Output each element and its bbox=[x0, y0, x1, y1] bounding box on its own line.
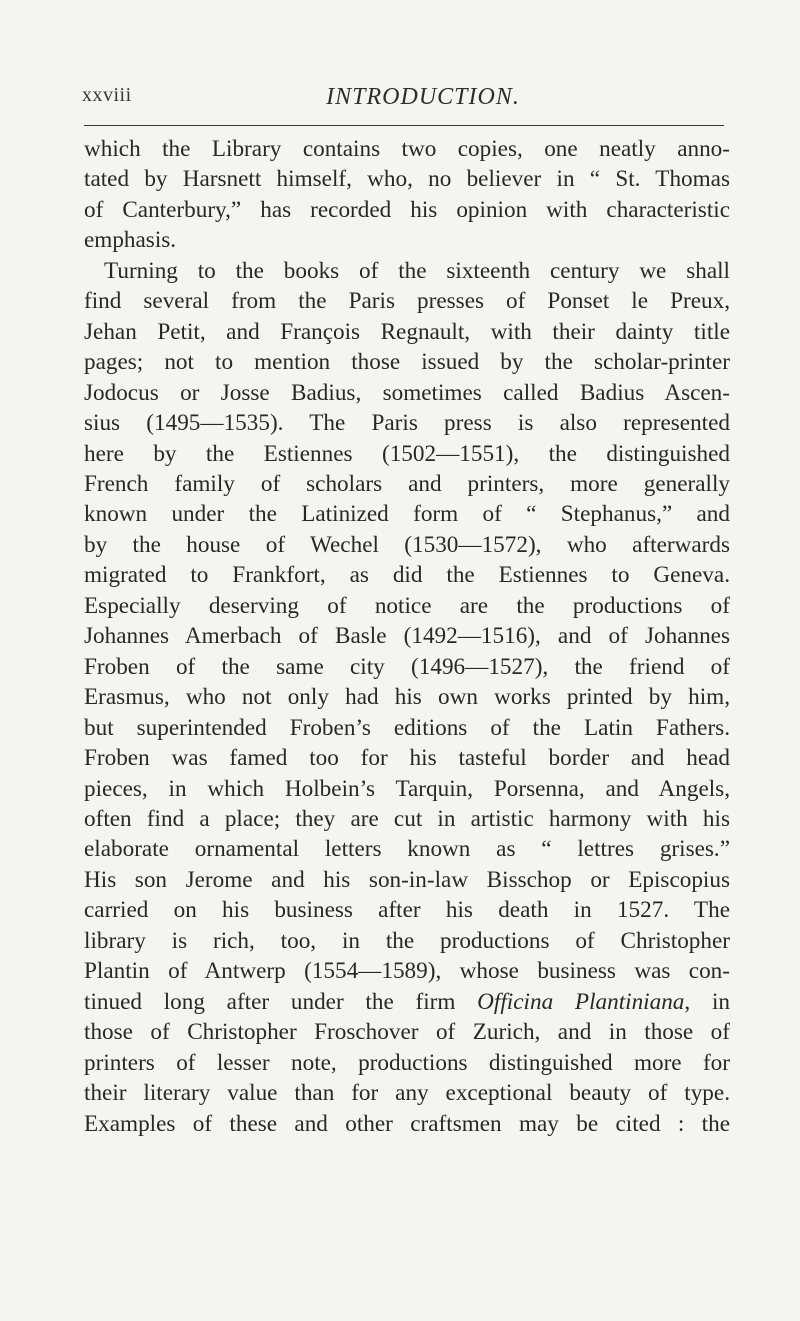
text-segment: , in bbox=[684, 988, 730, 1015]
text-line: known under the Latinized form of “ Stephanus,” and bbox=[84, 501, 730, 528]
body-text bbox=[84, 134, 730, 1139]
text-line: which the Library contains two copies, one neatly anno- bbox=[84, 136, 730, 162]
text-line-with-italic bbox=[84, 987, 730, 1017]
text-line: library is rich, too, in the productions of Christopher bbox=[84, 927, 730, 954]
text-line: Froben of the same city (1496—1527), the friend of bbox=[84, 653, 730, 680]
text-line: Jehan Petit, and François Regnault, with their dainty title bbox=[84, 318, 730, 345]
text-line: Erasmus, who not only had his own works printed by him, bbox=[84, 684, 730, 711]
text-line: of Canterbury,” has recorded his opinion with characteristic bbox=[84, 196, 730, 223]
text-line: French family of scholars and printers, more generally bbox=[84, 470, 730, 497]
text-line: Johannes Amerbach of Basle (1492—1516), and of Johannes bbox=[84, 623, 730, 650]
text-line: those of Christopher Froschover of Zurich, and in those of bbox=[84, 1019, 730, 1046]
text-line: here by the Estiennes (1502—1551), the distinguished bbox=[84, 440, 730, 467]
text-line: carried on his business after his death in 1527. The bbox=[84, 897, 730, 924]
text-line: sius (1495—1535). The Paris press is also represented bbox=[84, 410, 730, 437]
page-number: xxviii bbox=[82, 84, 132, 106]
text-line: find several from the Paris presses of Ponset le Preux, bbox=[84, 288, 730, 315]
text-line: Jodocus or Josse Badius, sometimes called Badius Ascen- bbox=[84, 379, 730, 406]
running-head: INTRODUCTION. bbox=[326, 84, 520, 110]
text-line: by the house of Wechel (1530—1572), who afterwards bbox=[84, 531, 730, 558]
text-line: but superintended Froben’s editions of the Latin Fathers. bbox=[84, 714, 730, 741]
text-line: Examples of these and other craftsmen may be cited : the bbox=[84, 1110, 730, 1137]
text-line: His son Jerome and his son-in-law Bisschop or Episcopius bbox=[84, 866, 730, 893]
text-line: printers of lesser note, productions distinguished more for bbox=[84, 1049, 730, 1076]
text-line: Froben was famed too for his tasteful border and head bbox=[84, 745, 730, 772]
text-line: Plantin of Antwerp (1554—1589), whose business was con- bbox=[84, 958, 730, 985]
text-line: tated by Harsnett himself, who, no believer in “ St. Thomas bbox=[84, 166, 730, 193]
text-line: pages; not to mention those issued by the scholar-printer bbox=[84, 349, 730, 376]
text-line: often find a place; they are cut in artistic harmony with his bbox=[84, 805, 730, 832]
text-line: Especially deserving of notice are the productions of bbox=[84, 592, 730, 619]
text-line: Turning to the books of the sixteenth century we shall bbox=[104, 257, 730, 284]
text-segment: tinued long after under the firm bbox=[84, 988, 456, 1015]
text-line: emphasis. bbox=[84, 227, 177, 254]
text-line: migrated to Frankfort, as did the Estiennes to Geneva. bbox=[84, 562, 730, 589]
text-line: pieces, in which Holbein’s Tarquin, Porsenna, and Angels, bbox=[84, 775, 730, 802]
header-rule bbox=[84, 125, 724, 126]
text-line: elaborate ornamental letters known as “ lettres grises.” bbox=[84, 836, 730, 863]
italic-firm-name: Officina Plantiniana bbox=[477, 988, 685, 1015]
text-line: their literary value than for any exceptional beauty of type. bbox=[84, 1080, 730, 1107]
